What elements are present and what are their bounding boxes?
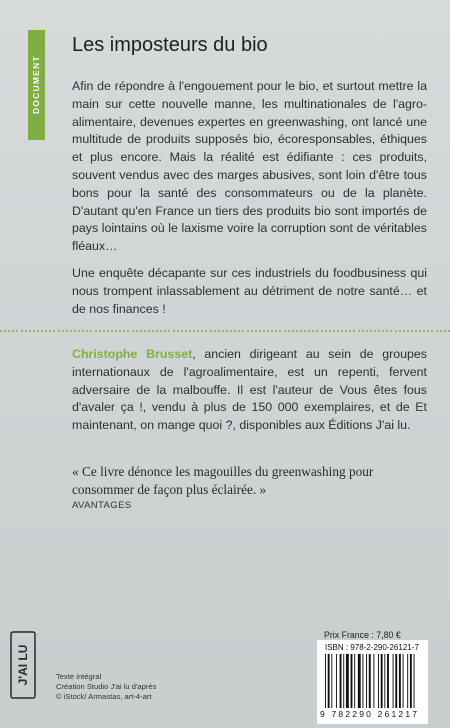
document-tab-label: DOCUMENT bbox=[31, 55, 41, 115]
separator-dot bbox=[353, 330, 355, 332]
separator-dot bbox=[440, 330, 442, 332]
barcode-bar bbox=[331, 654, 332, 708]
separator-dot bbox=[382, 330, 384, 332]
barcode-bar bbox=[366, 654, 367, 708]
separator-dot bbox=[4, 330, 6, 332]
separator-dot bbox=[255, 330, 257, 332]
book-title: Les imposteurs du bio bbox=[72, 34, 268, 56]
separator-dot bbox=[164, 330, 166, 332]
barcode-bar bbox=[362, 654, 363, 708]
barcode-bar bbox=[395, 654, 397, 708]
separator-dot bbox=[399, 330, 401, 332]
separator-dot bbox=[403, 330, 405, 332]
separator-dot bbox=[132, 330, 134, 332]
separator-dot bbox=[45, 330, 47, 332]
separator-dot bbox=[386, 330, 388, 332]
separator-dot bbox=[78, 330, 80, 332]
separator-dot bbox=[419, 330, 421, 332]
separator-dot bbox=[366, 330, 368, 332]
barcode-bar bbox=[399, 654, 401, 708]
separator-dot bbox=[345, 330, 347, 332]
separator-dot bbox=[95, 330, 97, 332]
credit-line-3: © iStock/ Armastas, art-4-art bbox=[56, 692, 152, 702]
barcode-bar bbox=[410, 654, 412, 708]
separator-dot bbox=[329, 330, 331, 332]
author-bio bbox=[72, 346, 427, 435]
barcode-bar bbox=[346, 654, 349, 708]
separator-dot bbox=[189, 330, 191, 332]
barcode-bar bbox=[384, 654, 385, 708]
barcode-bar bbox=[325, 654, 326, 708]
separator-dot bbox=[238, 330, 240, 332]
credits bbox=[56, 672, 156, 703]
author-bio-text: , ancien dirigeant au sein de groupes internationaux de l'agroalimentaire, est un repenti, fervent adversaire de la malbouffe. Il est l'auteur de Vous êtes fous d'avaler ça !, vendu à plus de 150 000 exemplaires, et de Et maintenant, on mange quoi ?, disponibles aux Éditions J'ai lu. bbox=[72, 347, 427, 433]
separator-dot bbox=[279, 330, 281, 332]
separator-dot bbox=[12, 330, 14, 332]
separator-dot bbox=[140, 330, 142, 332]
separator-dot bbox=[230, 330, 232, 332]
separator-dot bbox=[152, 330, 154, 332]
separator-dot bbox=[218, 330, 220, 332]
separator-dot bbox=[148, 330, 150, 332]
separator-dot bbox=[263, 330, 265, 332]
separator-dot bbox=[16, 330, 18, 332]
separator-dot bbox=[119, 330, 121, 332]
separator-dot bbox=[214, 330, 216, 332]
separator-dot bbox=[173, 330, 175, 332]
summary-paragraph-1: Afin de répondre à l'engouement pour le bio, et surtout mettre la main sur cette nouvelle manne, les multinationales de l'agro-alimentaire, devenues expertes en greenwashing, ont lancé une multitude de produits supposés bio, écoresponsables, éthiques et plus encore. Mais la réalité est édifiante : ces produits, souvent vendus avec des marges abusives, sont loin d'être tous bons pour la santé des consommateurs ou de la planète. D'autant qu'en France un tiers des produits bio sont importés de pays lointains où le laxisme voire la corruption sont de véritables fléaux… bbox=[72, 79, 427, 254]
barcode-bar bbox=[373, 654, 374, 708]
separator-dot bbox=[259, 330, 261, 332]
separator-dot bbox=[49, 330, 51, 332]
publisher-logo-text: J'AI LU bbox=[16, 644, 30, 686]
press-quote-source: AVANTAGES bbox=[72, 500, 132, 511]
separator-dot bbox=[177, 330, 179, 332]
separator-dot bbox=[271, 330, 273, 332]
separator-dot bbox=[275, 330, 277, 332]
separator-dot bbox=[308, 330, 310, 332]
separator-dot bbox=[415, 330, 417, 332]
summary-paragraph-2: Une enquête décapante sur ces industriels du foodbusiness qui nous trompent inlassablement au détriment de notre santé… et de nos finances ! bbox=[72, 266, 427, 316]
separator-dot bbox=[99, 330, 101, 332]
separator-dot bbox=[37, 330, 39, 332]
barcode-bar bbox=[407, 654, 408, 708]
separator-dot bbox=[62, 330, 64, 332]
separator-dot bbox=[0, 330, 2, 332]
separator-dot bbox=[337, 330, 339, 332]
barcode-number: 9 782290 261217 bbox=[320, 709, 420, 719]
separator-dot bbox=[29, 330, 31, 332]
separator-dot bbox=[296, 330, 298, 332]
barcode-bar bbox=[414, 654, 415, 708]
barcode-bar bbox=[381, 654, 383, 708]
separator-dot bbox=[74, 330, 76, 332]
separator-dot bbox=[115, 330, 117, 332]
separator-dot bbox=[341, 330, 343, 332]
separator-dot bbox=[185, 330, 187, 332]
separator-dot bbox=[8, 330, 10, 332]
separator-dot bbox=[58, 330, 60, 332]
separator-dot bbox=[136, 330, 138, 332]
barcode-bar bbox=[351, 654, 353, 708]
barcode-bar bbox=[378, 654, 379, 708]
dotted-separator bbox=[0, 325, 450, 337]
separator-dot bbox=[66, 330, 68, 332]
separator-dot bbox=[316, 330, 318, 332]
separator-dot bbox=[144, 330, 146, 332]
separator-dot bbox=[436, 330, 438, 332]
separator-dot bbox=[226, 330, 228, 332]
isbn-label: ISBN : 978-2-290-26121-7 bbox=[325, 643, 419, 652]
separator-dot bbox=[304, 330, 306, 332]
separator-dot bbox=[358, 330, 360, 332]
separator-dot bbox=[390, 330, 392, 332]
separator-dot bbox=[127, 330, 129, 332]
separator-dot bbox=[374, 330, 376, 332]
separator-dot bbox=[103, 330, 105, 332]
barcode-box bbox=[317, 640, 428, 724]
separator-dot bbox=[25, 330, 27, 332]
separator-dot bbox=[427, 330, 429, 332]
separator-dot bbox=[288, 330, 290, 332]
credit-line-1: Texte intégral bbox=[56, 672, 102, 681]
separator-dot bbox=[300, 330, 302, 332]
separator-dot bbox=[21, 330, 23, 332]
barcode-bar bbox=[369, 654, 371, 708]
separator-dot bbox=[284, 330, 286, 332]
barcode-bar bbox=[387, 654, 389, 708]
separator-dot bbox=[107, 330, 109, 332]
author-name: Christophe Brusset bbox=[72, 347, 193, 361]
separator-dot bbox=[82, 330, 84, 332]
separator-dot bbox=[123, 330, 125, 332]
separator-dot bbox=[423, 330, 425, 332]
separator-dot bbox=[86, 330, 88, 332]
separator-dot bbox=[197, 330, 199, 332]
barcode-bar bbox=[343, 654, 344, 708]
price-label: Prix France : 7,80 € bbox=[324, 630, 401, 640]
separator-dot bbox=[431, 330, 433, 332]
separator-dot bbox=[395, 330, 397, 332]
separator-dot bbox=[411, 330, 413, 332]
separator-dot bbox=[362, 330, 364, 332]
credit-line-2: Création Studio J'ai lu d'après bbox=[56, 682, 157, 692]
separator-dot bbox=[370, 330, 372, 332]
separator-dot bbox=[156, 330, 158, 332]
separator-dot bbox=[292, 330, 294, 332]
separator-dot bbox=[111, 330, 113, 332]
separator-dot bbox=[247, 330, 249, 332]
separator-dot bbox=[222, 330, 224, 332]
separator-dot bbox=[349, 330, 351, 332]
separator-dot bbox=[251, 330, 253, 332]
separator-dot bbox=[378, 330, 380, 332]
barcode-bar bbox=[403, 654, 404, 708]
barcode-bar bbox=[354, 654, 355, 708]
separator-dot bbox=[325, 330, 327, 332]
separator-dot bbox=[160, 330, 162, 332]
publisher-logo bbox=[7, 630, 39, 700]
document-tab bbox=[28, 30, 45, 140]
separator-dot bbox=[181, 330, 183, 332]
barcode bbox=[325, 654, 421, 708]
separator-dot bbox=[444, 330, 446, 332]
separator-dot bbox=[201, 330, 203, 332]
separator-dot bbox=[193, 330, 195, 332]
separator-dot bbox=[234, 330, 236, 332]
separator-dot bbox=[70, 330, 72, 332]
barcode-bar bbox=[336, 654, 337, 708]
barcode-bar bbox=[328, 654, 330, 708]
separator-dot bbox=[312, 330, 314, 332]
barcode-bar bbox=[340, 654, 342, 708]
separator-dot bbox=[407, 330, 409, 332]
separator-dot bbox=[53, 330, 55, 332]
separator-dot bbox=[210, 330, 212, 332]
separator-dot bbox=[242, 330, 244, 332]
separator-dot bbox=[168, 330, 170, 332]
barcode-bar bbox=[393, 654, 394, 708]
separator-dot bbox=[267, 330, 269, 332]
separator-dot bbox=[333, 330, 335, 332]
separator-dot bbox=[321, 330, 323, 332]
separator-dot bbox=[205, 330, 207, 332]
barcode-bar bbox=[358, 654, 361, 708]
separator-dot bbox=[33, 330, 35, 332]
separator-dot bbox=[90, 330, 92, 332]
press-quote: « Ce livre dénonce les magouilles du greenwashing pour consommer de façon plus éclairée. » bbox=[72, 464, 374, 497]
separator-dot bbox=[41, 330, 43, 332]
